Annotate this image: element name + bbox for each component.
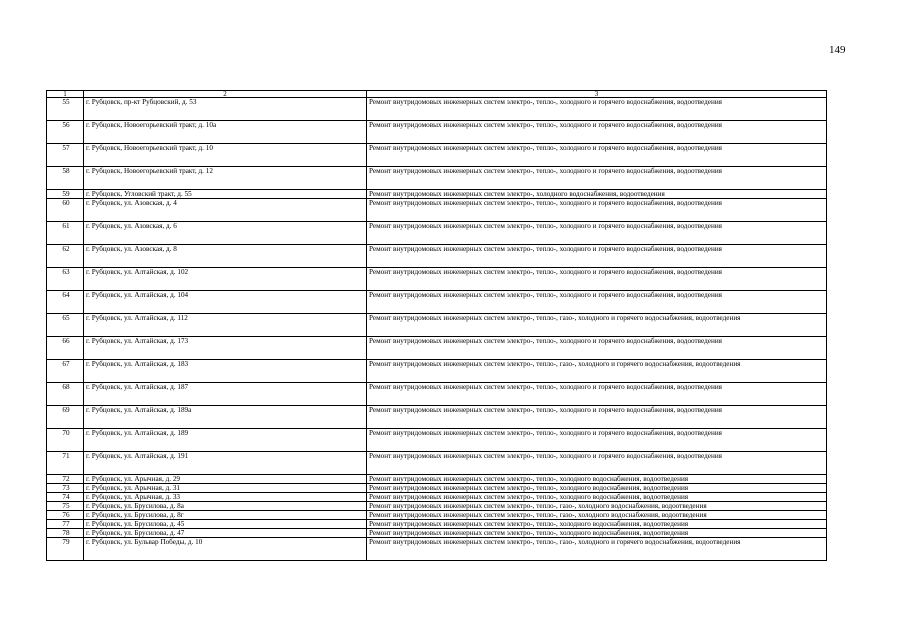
table-row <box>47 511 827 520</box>
row-address: г. Рубцовск, ул. Арычная, д. 29 <box>84 475 367 484</box>
table-row <box>47 314 827 337</box>
table-row <box>47 529 827 538</box>
row-work-type: Ремонт внутридомовых инженерных систем электро-, тепло-, холодного водоснабжения, водоотведения <box>367 475 827 484</box>
row-number: 61 <box>47 222 84 245</box>
table-row <box>47 360 827 383</box>
row-work-type: Ремонт внутридомовых инженерных систем электро-, тепло-, газо-, холодного водоснабжения, водоотведения <box>367 502 827 511</box>
row-number: 64 <box>47 291 84 314</box>
row-work-type: Ремонт внутридомовых инженерных систем электро-, тепло-, холодного и горячего водоснабжения, водоотведения <box>367 406 827 429</box>
table-row <box>47 493 827 502</box>
row-address: г. Рубцовск, ул. Алтайская, д. 189а <box>84 406 367 429</box>
table-row <box>47 98 827 121</box>
header-col-3: 3 <box>367 91 827 98</box>
row-address: г. Рубцовск, пр-кт Рубцовский, д. 53 <box>84 98 367 121</box>
row-address: г. Рубцовск, Новоегорьевский тракт, д. 10а <box>84 121 367 144</box>
table-row <box>47 452 827 475</box>
table-row <box>47 520 827 529</box>
row-address: г. Рубцовск, ул. Азовская, д. 4 <box>84 199 367 222</box>
table-row <box>47 337 827 360</box>
row-number: 74 <box>47 493 84 502</box>
row-work-type: Ремонт внутридомовых инженерных систем электро-, тепло-, холодного и горячего водоснабжения, водоотведения <box>367 383 827 406</box>
row-work-type: Ремонт внутридомовых инженерных систем электро-, холодного водоснабжения, водоотведения <box>367 190 827 199</box>
row-address: г. Рубцовск, ул. Алтайская, д. 183 <box>84 360 367 383</box>
table-row <box>47 268 827 291</box>
row-work-type: Ремонт внутридомовых инженерных систем электро-, тепло-, холодного водоснабжения, водоотведения <box>367 484 827 493</box>
row-number: 68 <box>47 383 84 406</box>
header-col-2: 2 <box>84 91 367 98</box>
row-number: 65 <box>47 314 84 337</box>
row-work-type: Ремонт внутридомовых инженерных систем электро-, тепло-, холодного водоснабжения, водоотведения <box>367 520 827 529</box>
row-number: 76 <box>47 511 84 520</box>
row-work-type: Ремонт внутридомовых инженерных систем электро-, тепло-, газо-, холодного и горячего водоснабжения, водоотведения <box>367 360 827 383</box>
row-work-type: Ремонт внутридомовых инженерных систем электро-, тепло-, холодного и горячего водоснабжения, водоотведения <box>367 452 827 475</box>
table-row <box>47 406 827 429</box>
row-number: 56 <box>47 121 84 144</box>
row-address: г. Рубцовск, Угловский тракт, д. 55 <box>84 190 367 199</box>
row-address: г. Рубцовск, ул. Брусилова, д. 47 <box>84 529 367 538</box>
row-address: г. Рубцовск, Новоегорьевский тракт, д. 12 <box>84 167 367 190</box>
row-number: 70 <box>47 429 84 452</box>
row-work-type: Ремонт внутридомовых инженерных систем электро-, тепло-, холодного и горячего водоснабжения, водоотведения <box>367 98 827 121</box>
row-number: 60 <box>47 199 84 222</box>
row-work-type: Ремонт внутридомовых инженерных систем электро-, тепло-, холодного и горячего водоснабжения, водоотведения <box>367 268 827 291</box>
row-address: г. Рубцовск, ул. Арычная, д. 33 <box>84 493 367 502</box>
row-work-type: Ремонт внутридомовых инженерных систем электро-, тепло-, холодного и горячего водоснабжения, водоотведения <box>367 222 827 245</box>
row-work-type: Ремонт внутридомовых инженерных систем электро-, тепло-, холодного и горячего водоснабжения, водоотведения <box>367 291 827 314</box>
row-number: 73 <box>47 484 84 493</box>
row-address: г. Рубцовск, ул. Азовская, д. 6 <box>84 222 367 245</box>
table-row <box>47 383 827 406</box>
row-work-type: Ремонт внутридомовых инженерных систем электро-, тепло-, холодного и горячего водоснабжения, водоотведения <box>367 199 827 222</box>
row-address: г. Рубцовск, ул. Алтайская, д. 102 <box>84 268 367 291</box>
row-number: 62 <box>47 245 84 268</box>
row-number: 75 <box>47 502 84 511</box>
row-address: г. Рубцовск, ул. Бульвар Победы, д. 10 <box>84 538 367 561</box>
row-number: 59 <box>47 190 84 199</box>
page-number: 149 <box>829 44 846 56</box>
table-row <box>47 190 827 199</box>
row-number: 66 <box>47 337 84 360</box>
row-number: 77 <box>47 520 84 529</box>
row-number: 55 <box>47 98 84 121</box>
row-work-type: Ремонт внутридомовых инженерных систем электро-, тепло-, холодного и горячего водоснабжения, водоотведения <box>367 167 827 190</box>
row-number: 67 <box>47 360 84 383</box>
row-work-type: Ремонт внутридомовых инженерных систем электро-, тепло-, холодного водоснабжения, водоотведения <box>367 493 827 502</box>
row-address: г. Рубцовск, ул. Брусилова, д. 8а <box>84 502 367 511</box>
row-number: 72 <box>47 475 84 484</box>
row-address: г. Рубцовск, ул. Алтайская, д. 112 <box>84 314 367 337</box>
row-number: 71 <box>47 452 84 475</box>
table-row <box>47 484 827 493</box>
row-address: г. Рубцовск, Новоегорьевский тракт, д. 10 <box>84 144 367 167</box>
table-row <box>47 245 827 268</box>
table-row <box>47 199 827 222</box>
row-work-type: Ремонт внутридомовых инженерных систем электро-, тепло-, холодного и горячего водоснабжения, водоотведения <box>367 429 827 452</box>
row-work-type: Ремонт внутридомовых инженерных систем электро-, тепло-, холодного и горячего водоснабжения, водоотведения <box>367 337 827 360</box>
table-row <box>47 502 827 511</box>
row-number: 78 <box>47 529 84 538</box>
row-number: 57 <box>47 144 84 167</box>
row-work-type: Ремонт внутридомовых инженерных систем электро-, тепло-, холодного и горячего водоснабжения, водоотведения <box>367 245 827 268</box>
table-row <box>47 291 827 314</box>
row-address: г. Рубцовск, ул. Арычная, д. 31 <box>84 484 367 493</box>
row-address: г. Рубцовск, ул. Азовская, д. 8 <box>84 245 367 268</box>
row-address: г. Рубцовск, ул. Алтайская, д. 191 <box>84 452 367 475</box>
row-address: г. Рубцовск, ул. Алтайская, д. 173 <box>84 337 367 360</box>
table-row <box>47 538 827 561</box>
row-work-type: Ремонт внутридомовых инженерных систем электро-, тепло-, газо-, холодного водоснабжения, водоотведения <box>367 511 827 520</box>
row-work-type: Ремонт внутридомовых инженерных систем электро-, тепло-, газо-, холодного и горячего водоснабжения, водоотведения <box>367 314 827 337</box>
row-work-type: Ремонт внутридомовых инженерных систем электро-, тепло-, холодного и горячего водоснабжения, водоотведения <box>367 121 827 144</box>
row-work-type: Ремонт внутридомовых инженерных систем электро-, тепло-, холодного и горячего водоснабжения, водоотведения <box>367 144 827 167</box>
row-work-type: Ремонт внутридомовых инженерных систем электро-, тепло-, холодного водоснабжения, водоотведения <box>367 529 827 538</box>
row-address: г. Рубцовск, ул. Брусилова, д. 8г <box>84 511 367 520</box>
table-row <box>47 475 827 484</box>
repair-table <box>46 90 827 561</box>
table-row <box>47 121 827 144</box>
row-address: г. Рубцовск, ул. Алтайская, д. 187 <box>84 383 367 406</box>
row-address: г. Рубцовск, ул. Алтайская, д. 189 <box>84 429 367 452</box>
table-row <box>47 144 827 167</box>
row-address: г. Рубцовск, ул. Алтайская, д. 104 <box>84 291 367 314</box>
row-number: 63 <box>47 268 84 291</box>
row-number: 58 <box>47 167 84 190</box>
header-row <box>47 91 827 98</box>
row-address: г. Рубцовск, ул. Брусилова, д. 45 <box>84 520 367 529</box>
row-number: 69 <box>47 406 84 429</box>
table-row <box>47 429 827 452</box>
row-work-type: Ремонт внутридомовых инженерных систем электро-, тепло-, газо-, холодного и горячего водоснабжения, водоотведения <box>367 538 827 561</box>
table-row <box>47 167 827 190</box>
table-row <box>47 222 827 245</box>
header-col-1: 1 <box>47 91 84 98</box>
row-number: 79 <box>47 538 84 561</box>
